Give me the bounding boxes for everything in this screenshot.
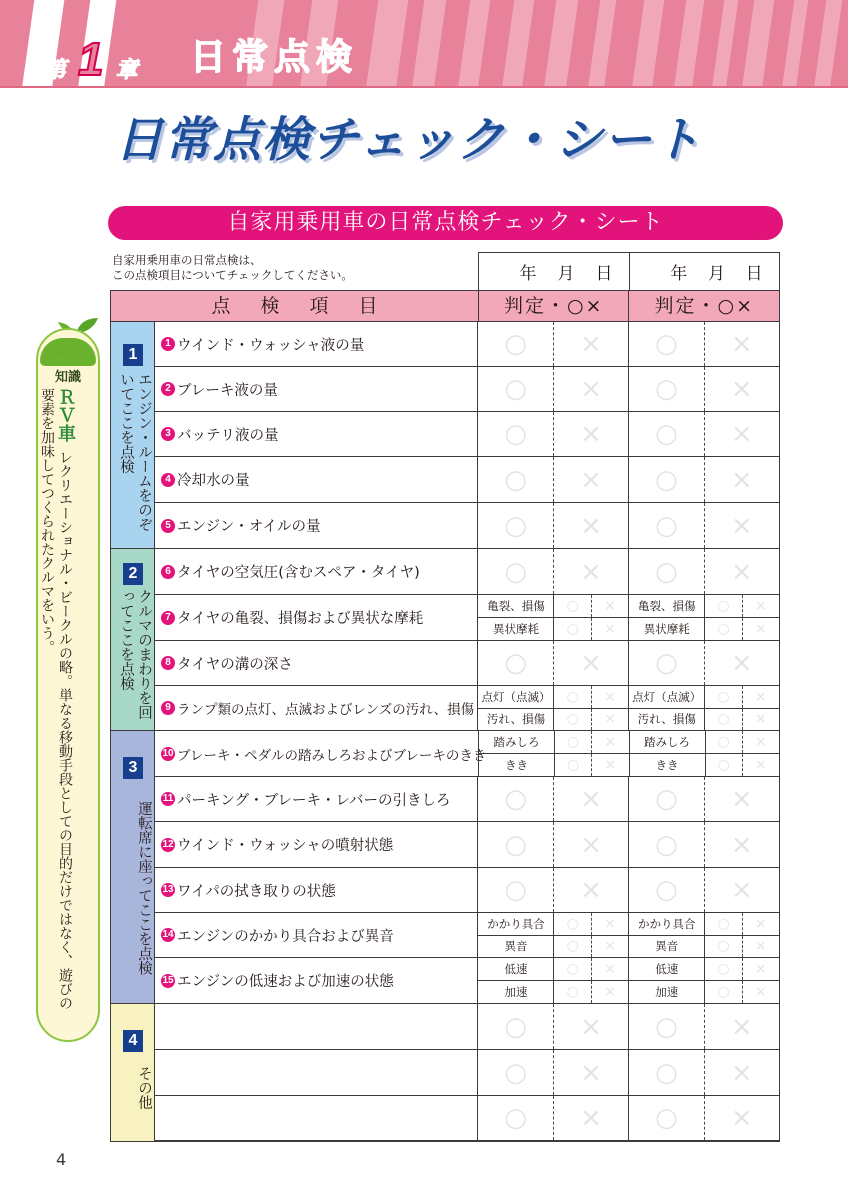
judge-cell-2 <box>628 322 779 366</box>
instruction-line: 自家用乗用車の日常点検は、 <box>112 253 262 267</box>
ng-mark[interactable]: × <box>742 913 779 935</box>
sub-item-label: 踏みしろ <box>479 731 555 753</box>
ok-mark[interactable]: ○ <box>504 875 528 905</box>
ok-mark[interactable]: ○ <box>504 556 528 587</box>
trivia-term: ＲＶ車 <box>55 388 76 442</box>
ok-mark[interactable]: ○ <box>504 648 528 678</box>
section-2-around-car <box>110 549 155 731</box>
sub-item-label: かかり具合 <box>478 913 554 935</box>
ng-mark[interactable]: × <box>704 777 779 821</box>
ok-mark[interactable]: ○ <box>566 621 579 637</box>
header-judge-1: 判定・○× <box>478 291 629 321</box>
sub-item-label: 加速 <box>478 981 554 1003</box>
chapter-label <box>44 33 138 85</box>
header-bottom-line <box>0 86 848 88</box>
ok-mark[interactable]: ○ <box>504 374 528 404</box>
item-number-badge: 6 <box>161 565 175 579</box>
ok-mark[interactable]: ○ <box>655 784 678 814</box>
ng-mark[interactable]: × <box>553 322 628 366</box>
judge-cell-2 <box>628 777 779 821</box>
ok-mark[interactable]: ○ <box>655 329 678 359</box>
ng-mark[interactable]: × <box>742 686 779 708</box>
item-label: ランプ類の点灯、点滅およびレンズの汚れ、損傷 <box>177 702 475 718</box>
item-number-badge: 4 <box>161 473 175 487</box>
ok-mark[interactable]: ○ <box>566 598 579 614</box>
section-number: 1 <box>123 344 143 366</box>
table-row <box>155 731 780 777</box>
table-row <box>155 595 780 641</box>
ok-mark[interactable]: ○ <box>717 961 730 977</box>
section-number: 4 <box>123 1030 143 1052</box>
judge-cell-2 <box>628 641 779 685</box>
judge-cell-1 <box>477 367 628 411</box>
ng-mark[interactable]: × <box>704 549 779 594</box>
sub-item-label: 点灯（点滅） <box>478 686 554 708</box>
sub-item-label: きき <box>630 754 706 776</box>
ng-mark[interactable]: × <box>742 958 779 980</box>
item-number-badge: 10 <box>162 747 174 759</box>
item-label: タイヤの亀裂、損傷および異状な摩耗 <box>177 611 424 627</box>
item-cell <box>155 777 477 821</box>
judge-cell-2 <box>628 1004 779 1049</box>
ok-mark[interactable]: ○ <box>504 419 528 449</box>
ok-mark[interactable]: ○ <box>717 688 730 705</box>
ng-mark[interactable]: × <box>553 549 628 594</box>
section-4-other <box>110 1004 155 1142</box>
stripe-decoration <box>710 0 739 88</box>
ng-mark[interactable]: × <box>553 1096 628 1140</box>
ng-mark[interactable]: × <box>591 731 628 753</box>
ok-mark[interactable]: ○ <box>717 734 730 750</box>
chapter-number: 1 <box>78 33 104 85</box>
trivia-text-2: 要素を加味してつくられたクルマをいう。 <box>39 388 55 654</box>
ok-mark[interactable]: ○ <box>655 875 678 905</box>
ok-mark[interactable]: ○ <box>655 648 678 678</box>
item-label: ウインド・ウォッシャ液の量 <box>177 337 365 354</box>
sub-item-label: 踏みしろ <box>630 731 706 753</box>
judge-cell-1 <box>477 1004 628 1049</box>
sheet-banner: 自家用乗用車の日常点検チェック・シート <box>108 206 783 240</box>
stripe-decoration <box>812 0 843 88</box>
table-row <box>155 322 780 367</box>
sub-item-label: 異音 <box>478 936 554 958</box>
header-item: 点検項目 <box>211 295 408 317</box>
stripe-decoration <box>542 0 579 88</box>
ng-mark[interactable]: × <box>704 1004 779 1049</box>
judge-cell-2 <box>628 457 779 502</box>
instruction-line: この点検項目についてチェックしてください。 <box>112 268 353 282</box>
item-number-badge: 3 <box>161 427 175 441</box>
ng-mark[interactable]: × <box>742 981 779 1003</box>
stripe-decoration <box>630 0 665 88</box>
judge-cell-2 <box>628 503 779 548</box>
section-1-engine-room <box>110 322 155 549</box>
table-header <box>110 290 780 322</box>
ng-mark[interactable]: × <box>591 936 628 958</box>
section-label: その他 <box>136 1066 152 1110</box>
ok-mark[interactable]: ○ <box>566 938 579 955</box>
ok-mark[interactable]: ○ <box>504 464 528 495</box>
ng-mark[interactable]: × <box>553 457 628 502</box>
stripe-decoration <box>500 0 535 88</box>
sub-item-label: 汚れ、損傷 <box>629 709 705 731</box>
ng-mark[interactable]: × <box>553 868 628 912</box>
ng-mark[interactable]: × <box>553 367 628 411</box>
item-cell <box>155 412 477 456</box>
judge-cell-2 <box>629 731 780 776</box>
judge-cell-1 <box>477 1050 628 1095</box>
item-label: ブレーキ・ペダルの踏みしろおよびブレーキのきき <box>177 747 487 764</box>
stripe-decoration <box>780 0 809 88</box>
ok-mark[interactable]: ○ <box>717 757 730 773</box>
judge-cell-2 <box>628 549 779 594</box>
ng-mark[interactable]: × <box>591 595 628 617</box>
ng-mark[interactable]: × <box>553 777 628 821</box>
ng-mark[interactable]: × <box>553 412 628 456</box>
section-3-driver-seat <box>110 731 155 1004</box>
table-row <box>155 868 780 913</box>
ng-mark[interactable]: × <box>742 595 779 617</box>
item-cell <box>155 549 477 594</box>
item-number-badge: 13 <box>162 884 174 895</box>
year-label: 年 <box>519 264 537 284</box>
stripe-decoration <box>410 0 447 88</box>
trivia-term-column <box>56 388 74 1010</box>
sub-item-label: 点灯（点滅） <box>629 686 705 708</box>
chapter-title: 日常点検 <box>190 37 359 78</box>
ng-mark[interactable]: × <box>742 936 779 958</box>
ng-mark[interactable]: × <box>704 367 779 411</box>
ng-mark[interactable]: × <box>591 686 628 708</box>
item-cell <box>155 595 477 640</box>
item-number-badge: 15 <box>162 974 174 986</box>
blank-item-field[interactable] <box>155 1050 477 1095</box>
ng-mark[interactable]: × <box>591 981 628 1003</box>
judge-cell-2 <box>628 913 779 957</box>
sub-item-label: かかり具合 <box>629 913 705 935</box>
judge-cell-1 <box>477 958 628 1003</box>
item-number-badge: 14 <box>162 929 174 940</box>
ng-mark[interactable]: × <box>704 1050 779 1095</box>
item-cell <box>155 457 477 502</box>
sub-item-label: 加速 <box>629 981 705 1003</box>
sub-item-label: 低速 <box>629 958 705 980</box>
judge-cell-2 <box>628 595 779 640</box>
sub-item-label: 異状摩耗 <box>478 618 554 640</box>
ok-mark[interactable]: ○ <box>717 915 730 932</box>
ok-mark[interactable]: ○ <box>655 374 678 404</box>
stripe-decoration <box>456 0 491 88</box>
item-cell <box>155 367 477 411</box>
table-row <box>155 686 780 731</box>
item-number-badge: 2 <box>161 382 175 396</box>
instructions <box>112 253 353 283</box>
sub-item-label: 汚れ、損傷 <box>478 709 554 731</box>
item-label: ワイパの拭き取りの状態 <box>177 883 336 900</box>
date-field-1[interactable] <box>479 253 629 290</box>
sub-item-label: きき <box>479 754 555 776</box>
ok-mark[interactable]: ○ <box>655 1011 678 1042</box>
ok-mark[interactable]: ○ <box>655 464 678 495</box>
item-label: ウインド・ウォッシャの噴射状態 <box>177 838 394 854</box>
item-label: 冷却水の量 <box>177 473 250 489</box>
page-number: 4 <box>56 1150 67 1169</box>
trivia-badge: まめ <box>50 344 86 365</box>
ng-mark[interactable]: × <box>591 709 628 731</box>
ok-mark[interactable]: ○ <box>566 711 579 728</box>
ng-mark[interactable]: × <box>742 618 779 640</box>
section-number: 2 <box>123 563 143 585</box>
stripe-decoration <box>740 0 775 88</box>
ok-mark[interactable]: ○ <box>717 938 730 955</box>
ok-mark[interactable]: ○ <box>717 621 730 637</box>
table-row <box>155 958 780 1004</box>
item-cell <box>155 322 477 366</box>
table-row <box>155 777 780 822</box>
ok-mark[interactable]: ○ <box>566 961 579 977</box>
judge-cell-1 <box>477 641 628 685</box>
page-title: 日常点検チェック・シート <box>115 112 702 168</box>
ng-mark[interactable]: × <box>704 457 779 502</box>
item-number-badge: 1 <box>161 337 175 351</box>
blank-item-field[interactable] <box>155 1004 477 1049</box>
ok-mark[interactable]: ○ <box>504 829 528 860</box>
trivia-badge-sub: 知識 <box>54 370 81 385</box>
date-field-2[interactable] <box>629 253 779 290</box>
item-cell <box>155 503 477 548</box>
judge-cell-1 <box>477 868 628 912</box>
judge-cell-1 <box>477 595 628 640</box>
ng-mark[interactable]: × <box>553 822 628 867</box>
ng-mark[interactable]: × <box>553 503 628 548</box>
ng-mark[interactable]: × <box>742 754 779 776</box>
ng-mark[interactable]: × <box>553 1004 628 1049</box>
ng-mark[interactable]: × <box>553 641 628 685</box>
item-label: パーキング・ブレーキ・レバーの引きしろ <box>177 792 451 809</box>
table-row <box>155 503 780 549</box>
ok-mark[interactable]: ○ <box>566 984 579 1000</box>
date-row <box>478 252 780 290</box>
judge-cell-1 <box>477 1096 628 1140</box>
ok-mark[interactable]: ○ <box>504 1103 528 1133</box>
table-row <box>155 549 780 595</box>
ok-mark[interactable]: ○ <box>655 1103 678 1133</box>
table-row <box>155 367 780 412</box>
judge-cell-1 <box>477 457 628 502</box>
item-cell <box>155 641 477 685</box>
ok-mark[interactable]: ○ <box>655 1057 678 1088</box>
judge-cell-2 <box>628 367 779 411</box>
ok-mark[interactable]: ○ <box>504 1057 528 1088</box>
item-label: ブレーキ液の量 <box>177 382 278 399</box>
blank-item-field[interactable] <box>155 1096 477 1140</box>
table-row-blank <box>155 1050 780 1096</box>
table-row <box>155 457 780 503</box>
chapter-suffix: 章 <box>115 57 138 83</box>
ok-mark[interactable]: ○ <box>504 784 528 814</box>
item-number-badge: 8 <box>161 656 175 670</box>
ok-mark[interactable]: ○ <box>567 734 580 750</box>
judge-cell-1 <box>477 322 628 366</box>
sub-item-label: 亀裂、損傷 <box>478 595 554 617</box>
ng-mark[interactable]: × <box>704 412 779 456</box>
section-number: 3 <box>123 757 143 779</box>
judge-cell-1 <box>478 731 629 776</box>
judge-cell-2 <box>628 868 779 912</box>
judge-cell-1 <box>477 822 628 867</box>
item-number-badge: 12 <box>162 838 174 850</box>
judge-cell-1 <box>477 913 628 957</box>
ok-mark[interactable]: ○ <box>566 688 579 705</box>
judge-cell-1 <box>477 549 628 594</box>
item-cell <box>155 822 477 867</box>
item-label: バッテリ液の量 <box>177 427 279 444</box>
item-label: エンジンの低速および加速の状態 <box>177 974 394 990</box>
ok-mark[interactable]: ○ <box>655 556 678 587</box>
sub-item-label: 異音 <box>629 936 705 958</box>
item-number-badge: 5 <box>161 519 175 533</box>
section-label: 運転席に座ってここを点検 <box>136 801 152 975</box>
sub-item-label: 低速 <box>478 958 554 980</box>
trivia-text-1: レクリエーショナル・ビークルの略。単なる移動手段としての目的だけではなく、遊びの <box>57 450 73 1010</box>
ng-mark[interactable]: × <box>704 322 779 366</box>
judge-cell-1 <box>477 412 628 456</box>
item-label: タイヤの溝の深さ <box>177 656 293 673</box>
item-label: タイヤの空気圧(含むスペア・タイヤ) <box>177 565 420 581</box>
stripe-decoration <box>364 0 409 88</box>
table-row-blank <box>155 1004 780 1050</box>
judge-cell-1 <box>477 686 628 730</box>
item-cell <box>155 731 487 776</box>
judge-cell-2 <box>628 1096 779 1140</box>
judge-cell-2 <box>628 822 779 867</box>
item-cell <box>155 686 477 730</box>
ng-mark[interactable]: × <box>704 503 779 548</box>
table-row-blank <box>155 1096 780 1142</box>
ng-mark[interactable]: × <box>704 868 779 912</box>
day-label: 日 <box>745 264 763 284</box>
item-number-badge: 7 <box>161 611 175 625</box>
ok-mark[interactable]: ○ <box>655 510 678 541</box>
ok-mark[interactable]: ○ <box>567 757 580 773</box>
chapter-prefix: 第 <box>44 57 67 83</box>
month-label: 月 <box>707 264 725 284</box>
judge-cell-2 <box>628 686 779 730</box>
item-number-badge: 9 <box>161 701 175 715</box>
ng-mark[interactable]: × <box>591 618 628 640</box>
table-row <box>155 913 780 958</box>
ok-mark[interactable]: ○ <box>566 915 579 932</box>
ng-mark[interactable]: × <box>704 641 779 685</box>
judge-cell-2 <box>628 1050 779 1095</box>
item-number-badge: 11 <box>162 793 174 804</box>
section-label: クルマのまわりを回ってここを点検 <box>118 589 152 720</box>
stripe-decoration <box>672 0 705 88</box>
ok-mark[interactable]: ○ <box>504 329 528 359</box>
ok-mark[interactable]: ○ <box>717 711 730 728</box>
sub-item-label: 異状摩耗 <box>629 618 705 640</box>
month-label: 月 <box>557 264 575 284</box>
judge-cell-2 <box>628 412 779 456</box>
ok-mark[interactable]: ○ <box>717 984 730 1000</box>
table-row <box>155 641 780 686</box>
stripe-decoration <box>586 0 617 88</box>
item-cell <box>155 913 477 957</box>
ok-mark[interactable]: ○ <box>655 419 678 449</box>
ok-mark[interactable]: ○ <box>504 510 528 541</box>
day-label: 日 <box>595 264 613 284</box>
ok-mark[interactable]: ○ <box>504 1011 528 1042</box>
ok-mark[interactable]: ○ <box>717 598 730 614</box>
year-label: 年 <box>670 264 688 284</box>
section-label: エンジン・ルームをのぞいてここを点検 <box>118 372 152 532</box>
judge-cell-1 <box>477 503 628 548</box>
ok-mark[interactable]: ○ <box>655 829 678 860</box>
item-label: エンジンのかかり具合および異音 <box>177 928 394 945</box>
item-cell <box>155 958 477 1003</box>
ng-mark[interactable]: × <box>742 731 779 753</box>
judge-cell-2 <box>628 958 779 1003</box>
ng-mark[interactable]: × <box>704 822 779 867</box>
judge-cell-1 <box>477 777 628 821</box>
sub-item-label: 亀裂、損傷 <box>629 595 705 617</box>
ng-mark[interactable]: × <box>591 958 628 980</box>
ng-mark[interactable]: × <box>742 709 779 731</box>
item-cell <box>155 868 477 912</box>
table-row <box>155 412 780 457</box>
ng-mark[interactable]: × <box>591 754 628 776</box>
ng-mark[interactable]: × <box>591 913 628 935</box>
ng-mark[interactable]: × <box>704 1096 779 1140</box>
table-row <box>155 822 780 868</box>
ng-mark[interactable]: × <box>553 1050 628 1095</box>
header-judge-2: 判定・○× <box>628 291 779 321</box>
item-label: エンジン・オイルの量 <box>177 519 321 535</box>
